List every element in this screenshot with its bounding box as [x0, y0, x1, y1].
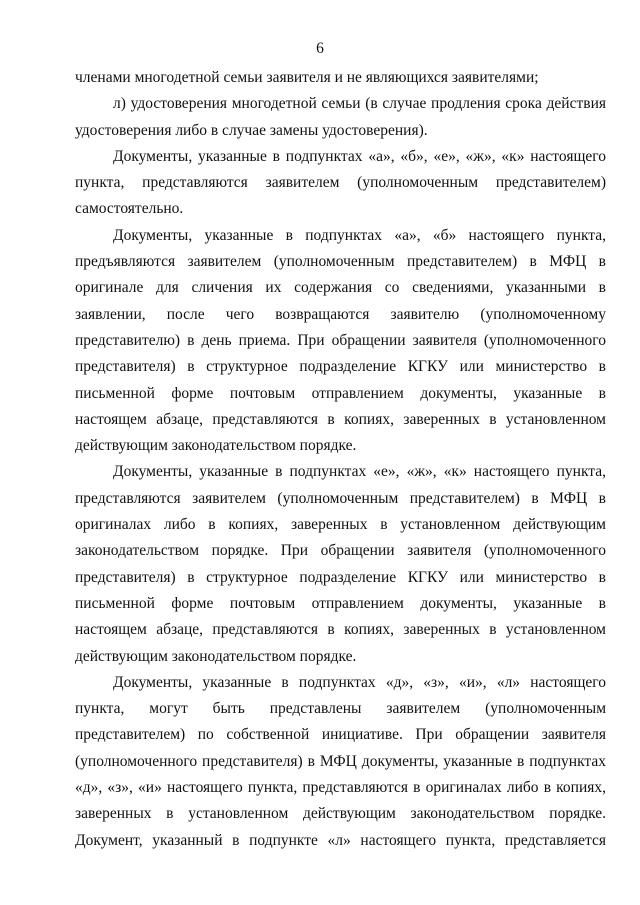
paragraph-item-l: л) удостоверения многодетной семьи (в случае продления срока действия удостоверения либо в случае замены удостоверения). [75, 95, 606, 139]
paragraph-documents-d-z-i-l: Документы, указанные в подпунктах «д», «з», «и», «л» настоящего пункта, могут быть представлены заявителем (уполномоченным представителем) по собственной инициативе. При обращении заявителя (уполномоченного представителя) в МФЦ документы, указанные в подпунктах «д», «з», «и» настоящего пункта, представляются в оригиналах либо в копиях, заверенных в установленном действующим законодательством порядке. Документ, указанный в подпункте «л» настоящего пункта, представляется [75, 673, 606, 849]
paragraph-documents-e-zh-k: Документы, указанные в подпунктах «е», «ж», «к» настоящего пункта, представляются заявителем (уполномоченным представителем) в МФЦ в оригиналах либо в копиях, заверенных в установленном действующим законодательством порядке. При обращении заявителя (уполномоченного представителя) в структурное подразделение КГКУ или министерство в письменной форме почтовым отправлением документы, указанные в настоящем абзаце, представляются в копиях, заверенных в установленном действующим законодательством порядке. [75, 463, 606, 665]
paragraph-documents-self: Документы, указанные в подпунктах «а», «б», «е», «ж», «к» настоящего пункта, представляются заявителем (уполномоченным представителем) самостоятельно. [75, 147, 606, 218]
page-number: 6 [316, 40, 324, 57]
paragraph-continuation: членами многодетной семьи заявителя и не являющихся заявителями; [75, 69, 539, 86]
document-body [75, 65, 606, 854]
paragraph-documents-a-b: Документы, указанные в подпунктах «а», «б» настоящего пункта, предъявляются заявителем (уполномоченным представителем) в МФЦ в оригинале для сличения их содержания со сведениями, указанными в заявлении, после чего возвращаются заявителю (уполномоченному представителю) в день приема. При обращении заявителя (уполномоченного представителя) в структурное подразделение КГКУ или министерство в письменной форме почтовым отправлением документы, указанные в настоящем абзаце, представляются в копиях, заверенных в установленном действующим законодательством порядке. [75, 226, 606, 455]
